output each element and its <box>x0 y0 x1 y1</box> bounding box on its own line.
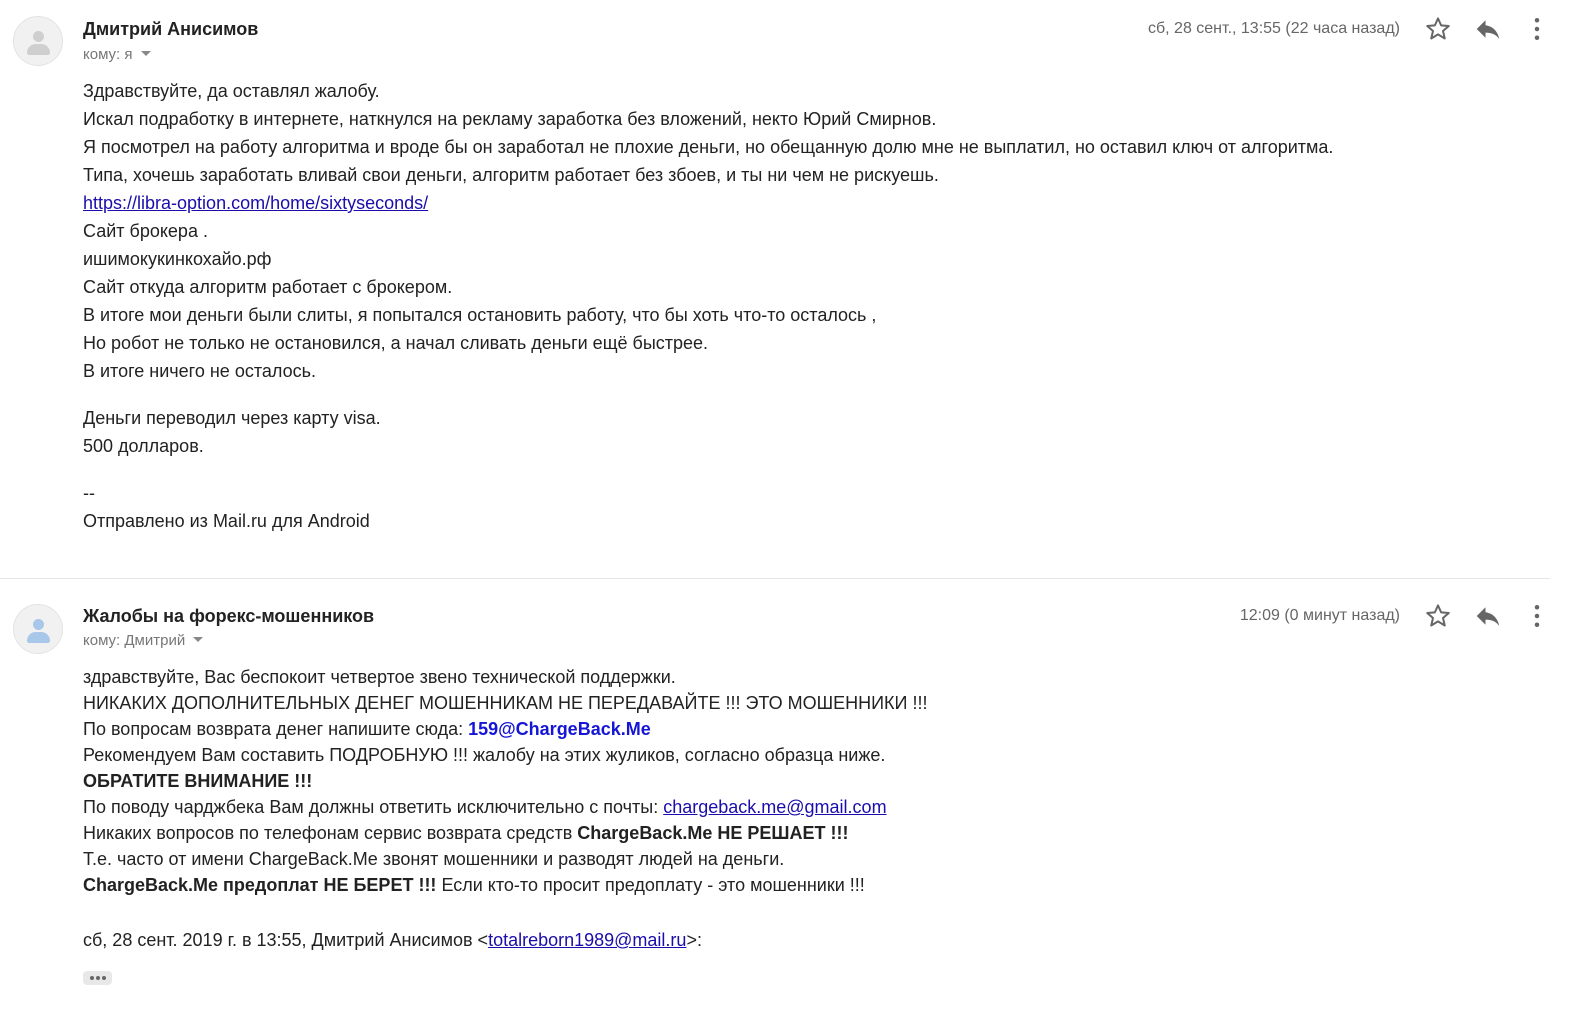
body-line <box>83 872 1471 898</box>
gmail-link[interactable]: chargeback.me@gmail.com <box>663 797 887 817</box>
recipient-label: кому: Дмитрий <box>83 632 186 649</box>
recipient-label: кому: я <box>83 46 133 63</box>
body-line: Деньги переводил через карту visa. <box>83 408 381 428</box>
quote-suffix: >: <box>686 930 702 950</box>
body-line <box>83 820 1471 846</box>
message-date: 12:09 (0 минут назад) <box>1239 607 1400 624</box>
signature: Отправлено из Mail.ru для Android <box>83 511 370 531</box>
body-line: Я посмотрел на работу алгоритма и вроде бы он заработал не плохие деньги, но обещанную долю мне не выплатил, но оставил ключ от алгоритма. <box>83 137 1334 157</box>
attention-text: ОБРАТИТЕ ВНИМАНИЕ !!! <box>83 771 313 791</box>
body-line: Но робот не только не остановился, а начал сливать деньги ещё быстрее. <box>83 333 709 353</box>
signature-separator: -- <box>83 483 95 503</box>
bold-text: ChargeBack.Me НЕ РЕШАЕТ !!! <box>577 823 849 843</box>
sender-name[interactable]: Дмитрий Анисимов <box>83 19 259 39</box>
star-icon[interactable] <box>1423 601 1453 631</box>
more-vert-icon[interactable] <box>1522 601 1552 631</box>
body-line: Сайт брокера . <box>83 221 208 241</box>
body-line: Здравствуйте, да оставлял жалобу. <box>83 81 380 101</box>
reply-icon[interactable] <box>1473 601 1503 631</box>
body-line: Искал подработку в интернете, наткнулся на рекламу заработка без вложений, некто Юрий Смирнов. <box>83 109 937 129</box>
message-body <box>83 77 1471 535</box>
warning-line: НИКАКИХ ДОПОЛНИТЕЛЬНЫХ ДЕНЕГ МОШЕННИКАМ НЕ ПЕРЕДАВАЙТЕ !!! ЭТО МОШЕННИКИ !!! <box>83 693 928 713</box>
chevron-down-icon[interactable] <box>193 637 203 642</box>
avatar-icon <box>13 604 63 654</box>
body-text-span: По вопросам возврата денег напишите сюда: <box>83 719 469 739</box>
recipient-details[interactable] <box>83 46 151 63</box>
body-line: В итоге мои деньги были слиты, я попытался остановить работу, что бы хоть что-то осталось , <box>83 305 877 325</box>
body-line: Типа, хочешь заработать вливай свои деньги, алгоритм работает без збоев, и ты ни чем не рискуешь. <box>83 165 939 185</box>
body-line: Рекомендуем Вам составить ПОДРОБНУЮ !!! жалобу на этих жуликов, согласно образца ниже. <box>83 745 886 765</box>
bold-text: ChargeBack.Me предоплат НЕ БЕРЕТ !!! <box>83 875 437 895</box>
body-line: Сайт откуда алгоритм работает с брокером. <box>83 277 453 297</box>
body-line: 500 долларов. <box>83 436 204 456</box>
body-text-span: По поводу чарджбека Вам должны ответить исключительно с почты: <box>83 797 664 817</box>
expand-dots-icon[interactable] <box>83 971 112 985</box>
sender-email-link[interactable]: totalreborn1989@mail.ru <box>488 930 687 950</box>
message-date: сб, 28 сент., 13:55 (22 часа назад) <box>1147 20 1400 37</box>
reply-icon[interactable] <box>1473 14 1503 44</box>
star-icon[interactable] <box>1423 14 1453 44</box>
avatar-icon <box>13 16 63 66</box>
quote-prefix: сб, 28 сент. 2019 г. в 13:55, Дмитрий Анисимов < <box>83 930 489 950</box>
broker-link[interactable]: https://libra-option.com/home/sixtyseconds/ <box>83 193 429 213</box>
chevron-down-icon[interactable] <box>141 51 151 56</box>
body-line: В итоге ничего не осталось. <box>83 361 316 381</box>
more-vert-icon[interactable] <box>1522 14 1552 44</box>
message-2 <box>0 588 1571 1020</box>
sender-name[interactable]: Жалобы на форекс-мошенников <box>83 606 375 626</box>
body-text-span: Если кто-то просит предоплату - это мошенники !!! <box>436 875 865 895</box>
recipient-details[interactable] <box>83 632 203 649</box>
body-line <box>83 794 1471 820</box>
body-text-span: Никаких вопросов по телефонам сервис возврата средств <box>83 823 578 843</box>
message-body <box>83 664 1471 898</box>
body-line: ишимокукинкохайо.рф <box>83 249 272 269</box>
attention-line <box>83 768 1471 794</box>
body-line <box>83 716 1471 742</box>
quote-header <box>83 930 702 951</box>
body-line: здравствуйте, Вас беспокоит четвертое звено технической поддержки. <box>83 667 676 687</box>
chargeback-email-bold[interactable]: 159@ChargeBack.Me <box>468 719 651 739</box>
body-line: Т.е. часто от имени ChargeBack.Me звонят мошенники и разводят людей на деньги. <box>83 849 785 869</box>
message-divider <box>0 578 1550 579</box>
